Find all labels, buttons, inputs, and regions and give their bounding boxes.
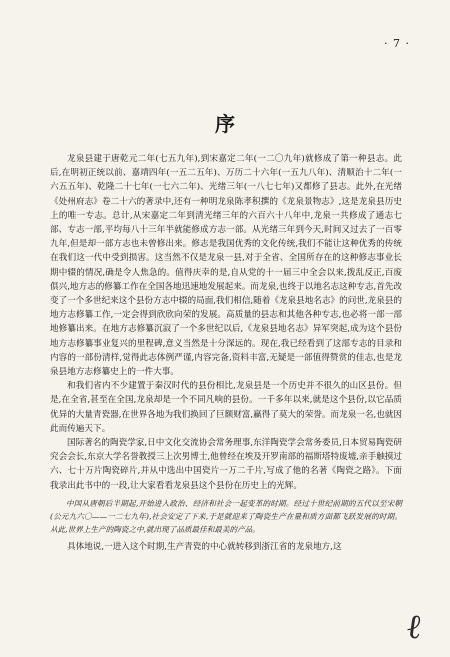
paragraph: 具体地说,一进入这个时期,生产青瓷的中心就转移到浙江省的龙泉地方,这: [67, 541, 342, 552]
block-quote: 中国从唐朝后半期起,开始进入政治、经济和社会一起变革的时期。经过十世纪前期的五代以至宋朝(公元九六〇——一二七九年),社会安定了下来,于是就迎来了陶瓷生产在量和质方面都飞跃发展的时期。从此,世界上生产的陶瓷之中,就出现了品质最佳和最美的产品。: [50, 498, 402, 534]
page-number: · 7 ·: [384, 37, 410, 50]
paragraph: 和我们省内不少建置于秦汉时代的县份相比,龙泉县是一个历史并不很久的山区县份。但是,在全省,甚至在全国,龙泉却是一个不同凡响的县份。一千多年以来,就是这个县份,以它品质优异的大量青瓷器,在世界各地为我们换回了巨额财富,赢得了莫大的荣誉。而龙泉一名,也就因此而传遍天下。: [50, 381, 402, 434]
page-title: 序: [215, 112, 235, 136]
handwritten-mark: ℓ: [402, 606, 425, 648]
paragraph: 龙泉县建于唐乾元二年(七五九年),到宋嘉定二年(一二〇九年)就修成了第一种县志。此后,在明初正统以前、嘉靖四年(一五二五年)、万历二十六年(一五九八年)、清顺治十二年(一六五五年)、乾隆二十七年(一七六二年)、光绪三年(一八七七年)又都修了县志。此外,在光绪《处州府志》卷二十六的著录中,还有一种明龙泉陈孝积撰的《龙泉景物志》,这是龙泉县历史上的唯一专志。总计,从宋嘉定二年到清光绪三年的六百六十八年中,龙泉一共修成了通志七部、专志一部,平均每八十三年半就能修成方志一部。从光绪三年到今天,时间又过去了一百零九年,但是却一部方志也未曾修出来。修志是我国优秀的文化传统,我们不能让这种优秀的传统在我们这一代中受到损害。这当然不仅是龙泉一县,对于全省、全国所存在的这种修志事业长期中辍的情况,确是令人焦急的。值得庆幸的是,自从党的十一届三中全会以来,拨乱反正,百废俱兴,地方志的修纂工作在全国各地迅速地发展起来。而龙泉,也终于以地名志这种专志,首先改变了一个多世纪来这个县份方志中辍的局面,我们相信,随着《龙泉县地名志》的问世,龙泉县的地方志修纂工作,一定会得到欣欣向荣的发展。高质量的县志和其他各种专志,也必将一部一部地修纂出来。在地方志修纂沉寂了一个多世纪以后,《龙泉县地名志》异军突起,成为这个县份地方志修纂事业复兴的里程碑,意义当然是十分深远的。现在,我已经看到了这部专志的目录和内容的一部份清样,觉得此志体例严谨,内容完备,资料丰富,无疑是一部值得赞赏的佳志,也是龙泉县地方志修纂史上的一件大事。: [50, 154, 402, 378]
body-text: [50, 152, 402, 554]
paragraph: 国际著名的陶瓷学家,日中文化交流协会常务理事,东洋陶瓷学会常务委员,日本贸易陶瓷研究会会长,东京大学名誉教授三上次男博士,他曾经在埃及开罗南部的福斯塔特废墟,亲手触摸过六、七十万片陶瓷碎片,并从中选出中国瓷片一万二千片,写成了他的名著《陶瓷之路》。下面我录出此书中的一段,让大家看看龙泉县这个县份在历史上的光辉。: [50, 438, 402, 491]
